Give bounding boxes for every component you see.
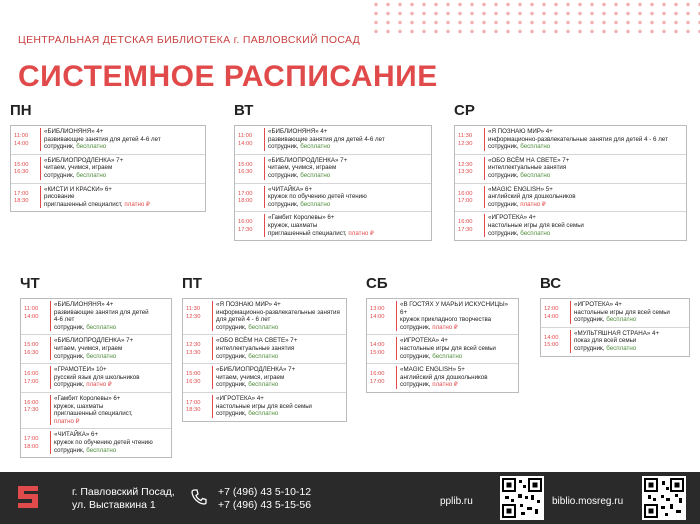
event-host: приглашенный специалист, [44, 200, 123, 208]
address [72, 486, 175, 512]
event-title: «БИБЛИОПРОДЛЕНКА» 7+ [216, 366, 296, 374]
start-time: 17:00 [14, 190, 29, 197]
price-free: бесплатно [86, 446, 117, 454]
day-name: СБ [366, 275, 388, 292]
event-host: сотрудник, [216, 352, 247, 360]
end-time: 17:30 [458, 226, 473, 233]
event-description: кружок прикладного творчества [400, 316, 492, 324]
event-host: сотрудник, [44, 171, 75, 179]
start-time: 16:00 [458, 190, 473, 197]
event-title: «БИБЛИОПРОДЛЕНКА» 7+ [54, 337, 134, 345]
event-info [50, 395, 171, 425]
event-title: «ЧИТАЙКА» 6+ [54, 431, 99, 439]
event-description: настольные игры для всей семьи [488, 221, 584, 229]
price-free: бесплатно [300, 171, 331, 179]
day-friday [182, 276, 347, 422]
event-host-price [44, 172, 202, 180]
event-host-price [54, 353, 168, 361]
start-time: 15:00 [24, 342, 39, 349]
page-title: СИСТЕМНОЕ РАСПИСАНИЕ [18, 60, 438, 93]
site-link-biblio[interactable]: biblio.mosreg.ru [552, 496, 624, 507]
day-name: ВТ [234, 102, 254, 119]
event-host-price [574, 345, 686, 353]
event-info [50, 301, 171, 331]
start-time: 15:00 [14, 161, 29, 168]
time-range [235, 214, 264, 237]
schedule-entry [455, 155, 686, 184]
price-free: бесплатно [606, 344, 637, 352]
event-host-price [400, 381, 515, 389]
event-description: английский для дошкольников [400, 373, 488, 381]
schedule-entry [183, 393, 346, 421]
event-host: сотрудник, [54, 446, 85, 454]
schedule-entry [455, 212, 686, 240]
end-time: 16:30 [24, 349, 39, 356]
organization-name: ЦЕНТРАЛЬНАЯ ДЕТСКАЯ БИБЛИОТЕКА г. ПАВЛОВСКИЙ ПОСАД [18, 34, 361, 46]
schedule-entry [455, 184, 686, 213]
event-description: настольные игры для всей семьи [400, 344, 496, 352]
end-time: 17:00 [24, 378, 39, 385]
event-title: «ИГРОТЕКА» 4+ [488, 214, 536, 222]
time-range [455, 157, 484, 180]
event-title: «Я ПОЗНАЮ МИР» 4+ [488, 128, 553, 135]
end-time: 14:00 [24, 313, 39, 320]
event-title: «МУЛЬТЯШНАЯ СТРАНА» 4+ [574, 329, 660, 337]
start-time: 11:00 [14, 133, 29, 139]
time-range [455, 186, 484, 209]
end-time: 16:30 [14, 169, 29, 176]
event-description: рисование [44, 193, 75, 201]
logo-icon [16, 484, 40, 510]
event-description: развивающие занятия для детей [54, 308, 149, 316]
price-free: бесплатно [606, 316, 637, 324]
start-time: 11:30 [458, 133, 473, 139]
schedule-box [234, 125, 432, 241]
end-time: 14:00 [14, 140, 29, 147]
event-title: «БИБЛИОНЯНЯ» 4+ [268, 128, 328, 135]
event-info [40, 128, 205, 151]
schedule-box [182, 298, 347, 422]
event-info [484, 214, 686, 237]
event-info [50, 366, 171, 389]
schedule-entry [183, 335, 346, 364]
event-host: сотрудник, [488, 200, 519, 208]
event-host: сотрудник, [574, 316, 605, 324]
event-host-price [488, 201, 683, 209]
start-time: 16:00 [238, 219, 253, 226]
event-host: сотрудник, [54, 323, 85, 331]
schedule-entry [21, 335, 171, 364]
event-title: «КИСТИ И КРАСКИ» 6+ [44, 185, 112, 193]
event-description: настольные игры для всей семьи [574, 308, 670, 316]
schedule-entry [541, 328, 689, 356]
time-range [183, 337, 212, 360]
phones [218, 486, 311, 512]
event-title: «ИГРОТЕКА» 4+ [216, 394, 264, 402]
event-title: «БИБЛИОПРОДЛЕНКА» 7+ [268, 156, 348, 164]
schedule-entry [367, 299, 518, 335]
schedule-box [366, 298, 519, 393]
price-free: бесплатно [248, 381, 279, 389]
event-description: кружок, шахматы [54, 402, 104, 410]
schedule-entry [21, 299, 171, 335]
event-host: сотрудник, [400, 352, 431, 360]
schedule-box [10, 125, 206, 212]
event-description: интеллектуальные занятия [216, 344, 295, 352]
start-time: 15:00 [238, 161, 253, 168]
event-info [40, 157, 205, 180]
price-free: бесплатно [432, 352, 463, 360]
event-title: «MAGIC ENGLISH» 5+ [488, 185, 553, 193]
time-range [11, 128, 40, 151]
time-range [235, 157, 264, 180]
time-range [21, 366, 50, 389]
end-time: 17:30 [238, 226, 253, 233]
price-free: бесплатно [300, 143, 331, 151]
price-paid: платно ₽ [86, 381, 112, 389]
start-time: 12:30 [458, 161, 473, 168]
price-free: бесплатно [248, 323, 279, 331]
event-host-price [44, 143, 202, 151]
start-time: 16:00 [24, 371, 39, 378]
time-range [541, 301, 570, 324]
start-time: 12:00 [544, 306, 559, 312]
event-host-price [400, 324, 515, 332]
time-range [183, 395, 212, 418]
day-wednesday [454, 103, 687, 241]
event-description: кружок по обучению детей чтению [54, 438, 153, 446]
time-range [21, 395, 50, 425]
end-time: 17:30 [24, 407, 39, 414]
price-paid: платно ₽ [432, 381, 458, 389]
event-description: читаем, учимся, играем [216, 373, 285, 381]
event-host: сотрудник, [268, 143, 299, 151]
event-host: сотрудник, [488, 143, 519, 151]
event-host: сотрудник, [400, 323, 431, 331]
event-info [212, 337, 346, 360]
event-host: приглашенный специалист, [268, 229, 347, 237]
price-free: бесплатно [520, 143, 551, 151]
event-info [484, 128, 686, 151]
event-info [264, 157, 431, 180]
start-time: 11:00 [24, 306, 39, 312]
time-range [367, 301, 396, 331]
schedule-entry [235, 155, 431, 184]
phone-icon [190, 488, 208, 506]
time-range [455, 214, 484, 237]
start-time: 14:00 [544, 334, 559, 341]
event-host-price [54, 418, 168, 426]
event-host: сотрудник, [216, 381, 247, 389]
end-time: 16:30 [238, 169, 253, 176]
start-time: 17:00 [238, 190, 253, 197]
price-paid: платно ₽ [432, 323, 458, 331]
day-saturday [366, 276, 519, 393]
start-time: 12:30 [186, 342, 201, 349]
time-range [21, 337, 50, 360]
event-info [212, 301, 346, 331]
address-line-2: ул. Выставкина 1 [72, 499, 156, 511]
event-host: сотрудник, [216, 410, 247, 418]
start-time: 16:00 [458, 219, 473, 226]
time-range [183, 301, 212, 331]
event-title: «ЧИТАЙКА» 6+ [268, 185, 313, 193]
event-host-price [216, 324, 343, 332]
event-host: сотрудник, [488, 171, 519, 179]
price-free: бесплатно [520, 171, 551, 179]
event-title: «Гамбит Королевы» 6+ [54, 394, 121, 402]
time-range [367, 337, 396, 360]
event-host-price [44, 201, 202, 209]
event-description: читаем, учимся, играем [54, 344, 123, 352]
schedule-entry [235, 184, 431, 213]
event-info [484, 186, 686, 209]
end-time: 18:30 [186, 407, 201, 414]
start-time: 15:00 [186, 371, 201, 378]
footer [0, 472, 700, 524]
time-range [11, 186, 40, 209]
event-description: настольные игры для всей семьи [216, 402, 312, 410]
event-host-price [488, 172, 683, 180]
end-time: 17:00 [370, 378, 385, 385]
time-range [11, 157, 40, 180]
event-description: информационно-развлекательные занятия для детей 4 - 6 лет [488, 135, 668, 143]
price-free: бесплатно [520, 229, 551, 237]
price-paid: платно ₽ [520, 200, 546, 208]
schedule-entry [11, 155, 205, 184]
day-name: ЧТ [20, 275, 40, 292]
schedule-entry [235, 212, 431, 240]
event-info [212, 395, 346, 418]
qr-code-icon [500, 476, 544, 520]
phone-1[interactable]: +7 (496) 43 5-10-12 [218, 486, 312, 498]
day-monday [10, 103, 206, 212]
event-description: приглашенный специалист, [54, 410, 133, 418]
event-info [40, 186, 205, 209]
price-free: бесплатно [76, 171, 107, 179]
event-host: сотрудник, [54, 381, 85, 389]
event-host-price [400, 353, 515, 361]
time-range [367, 366, 396, 389]
price-paid: платно ₽ [348, 229, 374, 237]
time-range [541, 330, 570, 353]
event-title: «ИГРОТЕКА» 4+ [574, 301, 622, 308]
schedule-entry [21, 364, 171, 393]
end-time: 14:00 [544, 313, 559, 320]
time-range [21, 431, 50, 454]
event-host-price [488, 230, 683, 238]
start-time: 17:00 [24, 436, 39, 443]
start-time: 17:00 [186, 399, 201, 406]
event-host: сотрудник, [268, 171, 299, 179]
end-time: 12:30 [186, 313, 201, 320]
schedule-box [20, 298, 172, 458]
event-description: развивающие занятия для детей 4-6 лет [44, 135, 161, 143]
event-host: сотрудник, [488, 229, 519, 237]
event-description: кружок, шахматы [268, 221, 318, 229]
event-info [264, 186, 431, 209]
end-time: 18:30 [14, 198, 29, 205]
event-title: «Я ПОЗНАЮ МИР» 4+ [216, 301, 281, 308]
end-time: 13:30 [458, 169, 473, 176]
address-line-1: г. Павловский Посад, [72, 486, 175, 498]
schedule-box [454, 125, 687, 241]
schedule-entry [21, 429, 171, 457]
day-name: ВС [540, 275, 562, 292]
event-description: русский язык для школьников [54, 373, 140, 381]
schedule-entry [183, 299, 346, 335]
end-time: 16:30 [186, 378, 201, 385]
event-description: читаем, учимся, играем [44, 164, 113, 172]
event-description: кружок по обучению детей чтению [268, 193, 367, 201]
event-title: «БИБЛИОПРОДЛЕНКА» 7+ [44, 156, 124, 164]
event-description: читаем, учимся, играем [268, 164, 337, 172]
day-tuesday [234, 103, 432, 241]
start-time: 11:00 [238, 133, 253, 139]
price-free: бесплатно [248, 410, 279, 418]
event-host-price [488, 143, 683, 151]
event-title: «БИБЛИОНЯНЯ» 4+ [54, 301, 114, 308]
event-host: сотрудник, [574, 344, 605, 352]
end-time: 14:00 [238, 140, 253, 147]
event-host-price [216, 381, 343, 389]
price-paid: платно ₽ [124, 200, 150, 208]
end-time: 18:00 [238, 198, 253, 205]
schedule-entry [235, 126, 431, 155]
event-title: «ОБО ВСЁМ НА СВЕТЕ» 7+ [216, 337, 298, 345]
end-time: 17:00 [458, 198, 473, 205]
end-time: 18:00 [24, 443, 39, 450]
start-time: 11:30 [186, 306, 201, 312]
event-host: сотрудник, [44, 143, 75, 151]
event-host-price [268, 201, 428, 209]
schedule-entry [183, 364, 346, 393]
schedule-entry [21, 393, 171, 429]
price-free: бесплатно [86, 323, 117, 331]
price-free: бесплатно [300, 200, 331, 208]
event-host-price [268, 172, 428, 180]
event-title: «ГРАМОТЕИ» 10+ [54, 366, 107, 374]
schedule-entry [455, 126, 686, 155]
event-description: английский для дошкольников [488, 193, 576, 201]
time-range [235, 186, 264, 209]
start-time: 14:00 [370, 342, 385, 349]
event-description: 4-6 лет [54, 316, 75, 324]
day-thursday [20, 276, 172, 458]
event-info [50, 431, 171, 454]
schedule-entry [541, 299, 689, 328]
site-link-pplib[interactable]: pplib.ru [440, 496, 473, 507]
event-title: «ОБО ВСЁМ НА СВЕТЕ» 7+ [488, 156, 570, 164]
schedule-entry [367, 335, 518, 364]
event-info [570, 330, 689, 353]
price-free: бесплатно [86, 352, 117, 360]
time-range [183, 366, 212, 389]
end-time: 13:30 [186, 349, 201, 356]
event-description: информационно-развлекательные занятия для детей 4 - 6 лет [216, 308, 340, 324]
qr-code-icon [642, 476, 686, 520]
day-sunday [540, 276, 690, 357]
day-name: ПТ [182, 275, 202, 292]
price-free: бесплатно [76, 143, 107, 151]
phone-2[interactable]: +7 (496) 43 5-15-56 [218, 499, 312, 511]
event-info [264, 128, 431, 151]
start-time: 16:00 [370, 371, 385, 378]
time-range [235, 128, 264, 151]
event-description: развивающие занятия для детей 4-6 лет [268, 135, 385, 143]
event-description: показ для всей семьи [574, 337, 637, 345]
event-host-price [54, 447, 168, 455]
event-title: «ИГРОТЕКА» 4+ [400, 337, 448, 345]
price-paid: платно ₽ [54, 417, 80, 425]
event-title: «В ГОСТЯХ У МАРЬИ ИСКУСНИЦЫ» 6+ [400, 301, 509, 316]
schedule-entry [11, 126, 205, 155]
event-title: «БИБЛИОНЯНЯ» 4+ [44, 128, 104, 135]
start-time: 16:00 [24, 399, 39, 406]
event-host: сотрудник, [400, 381, 431, 389]
event-host-price [574, 316, 686, 324]
day-name: ПН [10, 102, 32, 119]
event-host-price [54, 381, 168, 389]
event-info [396, 301, 518, 331]
event-host-price [268, 143, 428, 151]
end-time: 15:00 [370, 349, 385, 356]
schedule-entry [367, 364, 518, 392]
day-name: СР [454, 102, 475, 119]
time-range [21, 301, 50, 331]
event-host: сотрудник, [216, 323, 247, 331]
event-info [484, 157, 686, 180]
event-title: «Гамбит Королевы» 6+ [268, 214, 335, 222]
event-info [396, 337, 518, 360]
price-free: бесплатно [248, 352, 279, 360]
decorative-dots [370, 0, 700, 36]
event-host-price [216, 353, 343, 361]
event-description: интеллектуальные занятия [488, 164, 567, 172]
event-host: сотрудник, [268, 200, 299, 208]
event-host: сотрудник, [54, 352, 85, 360]
event-info [50, 337, 171, 360]
event-info [264, 214, 431, 237]
event-host-price [54, 324, 168, 332]
start-time: 13:00 [370, 306, 385, 312]
event-title: «MAGIC ENGLISH» 5+ [400, 366, 465, 374]
end-time: 15:00 [544, 342, 559, 349]
event-info [212, 366, 346, 389]
schedule-entry [11, 184, 205, 212]
end-time: 12:30 [458, 140, 473, 147]
schedule-box [540, 298, 690, 357]
end-time: 14:00 [370, 313, 385, 320]
event-host-price [216, 410, 343, 418]
event-host-price [268, 230, 428, 238]
event-info [396, 366, 518, 389]
event-info [570, 301, 689, 324]
time-range [455, 128, 484, 151]
